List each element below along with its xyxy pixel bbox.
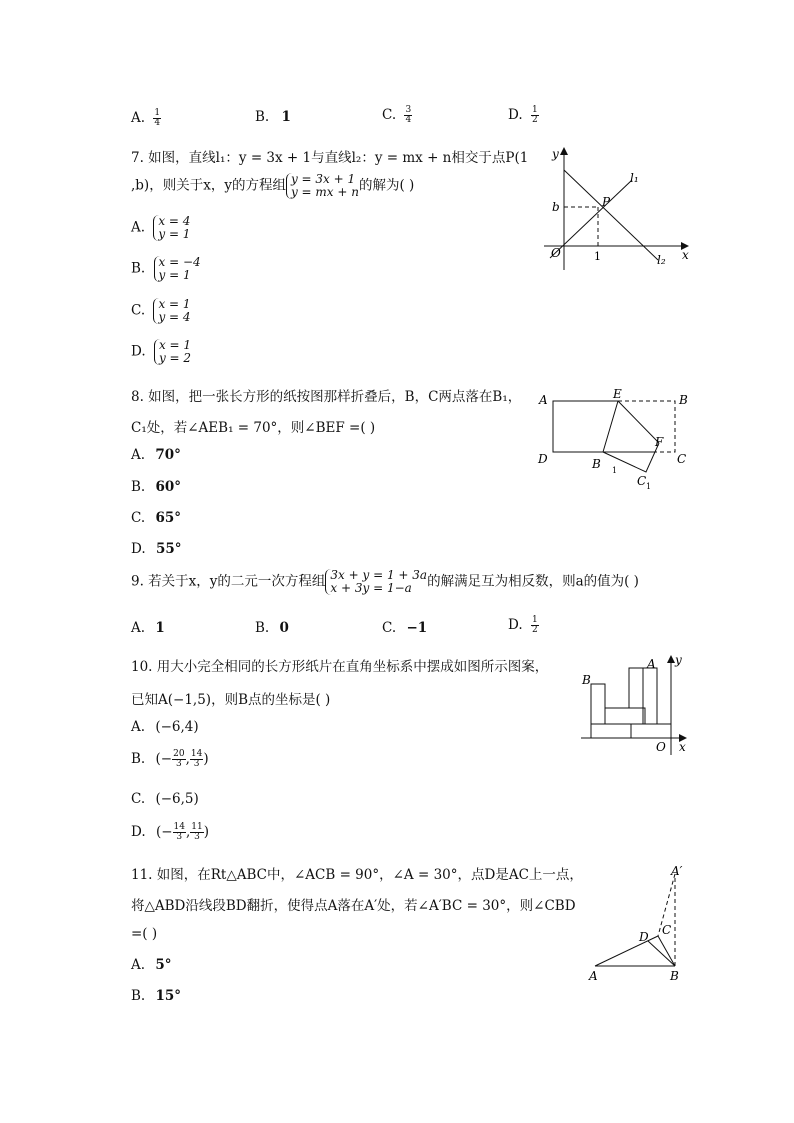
option-value: 55° <box>155 541 182 557</box>
fraction <box>531 616 539 635</box>
option-value: (−6,4) <box>155 719 199 735</box>
equation: x + 3y = 1−a <box>330 581 412 595</box>
q11-figure <box>585 862 695 987</box>
label-c: C <box>662 923 672 937</box>
label-y: y <box>552 147 559 161</box>
equation: x = 1 <box>158 297 191 311</box>
paren-open: (− <box>155 751 173 767</box>
equation: y = 2 <box>158 351 192 365</box>
option-label: D. <box>508 617 523 633</box>
q8-stem-line2: C₁处，若∠AEB₁ = 70°，则∠BEF =( ) <box>131 420 376 436</box>
label-l2: l₂ <box>657 253 666 267</box>
denominator: 2 <box>531 115 538 125</box>
q8-option-b[interactable] <box>131 479 181 495</box>
equation-system <box>325 569 427 595</box>
option-label: B. <box>255 109 270 125</box>
label-b1: B <box>592 457 601 471</box>
fraction <box>404 106 412 125</box>
option-value: 60° <box>155 479 182 495</box>
option-label: B. <box>131 988 146 1004</box>
rect-bottom-left <box>591 724 631 738</box>
seg-cb <box>658 936 675 966</box>
label-e: E <box>613 387 622 401</box>
label-o: O <box>551 246 561 260</box>
q7-stem-post: 的解为( ) <box>358 177 415 194</box>
option-c[interactable] <box>382 106 412 125</box>
option-label: A. <box>131 620 146 636</box>
q10-stem-line1: 10. 用大小完全相同的长方形纸片在直角坐标系中摆成如图所示图案， <box>131 659 549 675</box>
equation: y = 1 <box>158 268 191 282</box>
option-value: −1 <box>406 620 428 636</box>
option-label: C. <box>131 510 146 526</box>
label-a: A <box>647 657 656 671</box>
option-value: (−6,5) <box>155 791 199 807</box>
q10-option-d[interactable] <box>131 823 209 842</box>
q7-stem-line2 <box>131 173 414 199</box>
q8-option-a[interactable] <box>131 447 181 463</box>
rect-bottom-right <box>631 724 671 738</box>
label-b1-sub: 1 <box>612 466 618 475</box>
label-b: B <box>670 969 679 983</box>
separator: , <box>185 751 190 767</box>
q10-figure <box>578 650 698 760</box>
label-one: 1 <box>594 250 601 263</box>
separator: , <box>185 824 191 840</box>
label-a: A <box>589 969 598 983</box>
option-label: B. <box>131 479 146 495</box>
q7-option-a[interactable] <box>131 215 190 241</box>
label-d: D <box>639 930 649 944</box>
option-label: C. <box>382 107 397 123</box>
fraction <box>173 823 186 842</box>
fraction <box>531 106 539 125</box>
paren-close: ) <box>203 824 210 840</box>
seg-ef <box>618 401 659 443</box>
fraction <box>172 750 185 769</box>
option-label: C. <box>131 302 146 319</box>
q10-option-c[interactable] <box>131 791 199 807</box>
equation: y = 1 <box>158 227 191 241</box>
denominator: 3 <box>176 832 183 842</box>
rect-solid <box>553 401 618 452</box>
equation-system <box>153 298 190 324</box>
label-f: F <box>655 435 664 449</box>
seg-db <box>648 941 675 966</box>
option-value: 70° <box>155 447 181 463</box>
q11-option-a[interactable] <box>131 957 172 973</box>
numerator: 3 <box>405 105 412 115</box>
option-value: 15° <box>155 988 182 1004</box>
q8-option-d[interactable] <box>131 541 181 557</box>
paren-open: (− <box>155 824 173 840</box>
q11-stem-line3: =( ) <box>131 926 158 942</box>
option-label: D. <box>131 343 146 360</box>
q7-option-d[interactable] <box>131 339 191 365</box>
label-b: B <box>582 673 591 687</box>
q11-stem-line1: 11. 如图，在Rt△ABC中，∠ACB = 90°，∠A = 30°，点D是AC上一点， <box>131 867 583 883</box>
equation: x = −4 <box>158 255 201 269</box>
q11-option-b[interactable] <box>131 988 181 1004</box>
rect-mid <box>605 708 645 724</box>
q11-stem-line2: 将△ABD沿线段BD翻折，使得点A落在A′处，若∠A′BC = 30°，则∠CBD <box>131 898 576 914</box>
equation: x = 4 <box>158 214 191 228</box>
option-value: 1 <box>155 620 165 636</box>
label-o: O <box>656 740 666 754</box>
fraction <box>190 823 203 842</box>
equation: 3x + y = 1 + 3a <box>330 568 428 582</box>
label-x: x <box>682 248 689 262</box>
q8-option-c[interactable] <box>131 510 181 526</box>
equation-system <box>286 173 359 199</box>
q10-option-a[interactable] <box>131 719 199 735</box>
label-x: x <box>679 740 686 754</box>
label-p: P <box>602 195 611 209</box>
option-label: A. <box>131 110 146 126</box>
label-a-prime: A′ <box>671 864 683 878</box>
q7-stem-pre: ,b)，则关于x，y的方程组 <box>131 177 286 194</box>
equation: x = 1 <box>158 338 192 352</box>
option-label: B. <box>131 751 146 767</box>
equation: y = 4 <box>158 310 191 324</box>
numerator: 1 <box>531 615 538 625</box>
option-value: 65° <box>155 510 181 526</box>
label-b: b <box>552 200 560 214</box>
q9-option-d[interactable] <box>508 616 539 635</box>
option-value: 5° <box>155 957 172 973</box>
option-d[interactable] <box>508 106 539 125</box>
q10-stem-line2: 已知A(−1,5)，则B点的坐标是( ) <box>131 692 331 708</box>
denominator: 3 <box>175 759 182 769</box>
fraction <box>153 109 161 128</box>
q8-stem-line1: 8. 如图，把一张长方形的纸按图那样折叠后，B，C两点落在B₁， <box>131 389 522 405</box>
label-l1: l₁ <box>630 171 639 185</box>
q9-stem <box>131 569 639 595</box>
q9-option-a[interactable] <box>131 620 165 636</box>
rect-vert-b <box>591 684 605 724</box>
option-label: C. <box>131 791 146 807</box>
rect-dashed <box>618 401 675 452</box>
option-label: C. <box>382 620 397 636</box>
option-label: A. <box>131 957 146 973</box>
q8-figure <box>535 385 700 495</box>
rect-vert-1 <box>629 668 643 708</box>
denominator: 4 <box>154 118 161 128</box>
equation-system <box>153 215 190 241</box>
paren-close: ) <box>203 751 209 767</box>
label-c1: C <box>637 474 647 488</box>
label-d: D <box>538 452 548 466</box>
q9-option-c[interactable] <box>382 620 427 636</box>
denominator: 4 <box>405 115 412 125</box>
option-a[interactable] <box>131 109 161 128</box>
numerator: 1 <box>531 105 538 115</box>
numerator: 1 <box>154 108 161 118</box>
q9-stem-post: 的解满足互为相反数，则a的值为( ) <box>427 573 639 590</box>
equation-system <box>154 339 191 365</box>
option-value: 0 <box>279 620 289 636</box>
equation: y = 3x + 1 <box>290 172 356 186</box>
label-a: A <box>539 393 548 407</box>
option-value: 1 <box>281 109 291 125</box>
numerator: 20 <box>173 749 185 759</box>
q7-stem-line1: 7. 如图，直线l₁：y = 3x + 1与直线l₂：y = mx + n相交于点P(1 <box>131 150 529 166</box>
q7-figure <box>530 140 700 275</box>
equation: y = mx + n <box>290 185 359 199</box>
denominator: 2 <box>531 625 538 635</box>
numerator: 14 <box>190 749 203 759</box>
option-b[interactable] <box>255 109 291 125</box>
denominator: 3 <box>193 759 200 769</box>
q9-stem-pre: 9. 若关于x，y的二元一次方程组 <box>131 573 326 590</box>
q9-option-b[interactable] <box>255 620 289 636</box>
q7-option-c[interactable] <box>131 298 191 324</box>
option-label: A. <box>131 219 146 236</box>
option-label: A. <box>131 719 146 735</box>
numerator: 11 <box>191 822 203 832</box>
label-c1-sub: 1 <box>646 482 652 491</box>
fraction <box>190 750 203 769</box>
equation-system <box>154 256 201 282</box>
numerator: 14 <box>173 822 185 832</box>
label-y: y <box>675 653 682 667</box>
denominator: 3 <box>194 832 200 842</box>
option-label: D. <box>508 107 523 123</box>
option-label: D. <box>131 541 146 557</box>
option-label: A. <box>131 447 146 463</box>
q7-option-b[interactable] <box>131 256 201 282</box>
seg-eb <box>603 401 618 452</box>
label-c: C <box>677 452 687 466</box>
option-label: B. <box>131 260 146 277</box>
label-b: B <box>679 393 688 407</box>
option-label: B. <box>255 620 270 636</box>
option-label: D. <box>131 824 146 840</box>
q10-option-b[interactable] <box>131 750 209 769</box>
